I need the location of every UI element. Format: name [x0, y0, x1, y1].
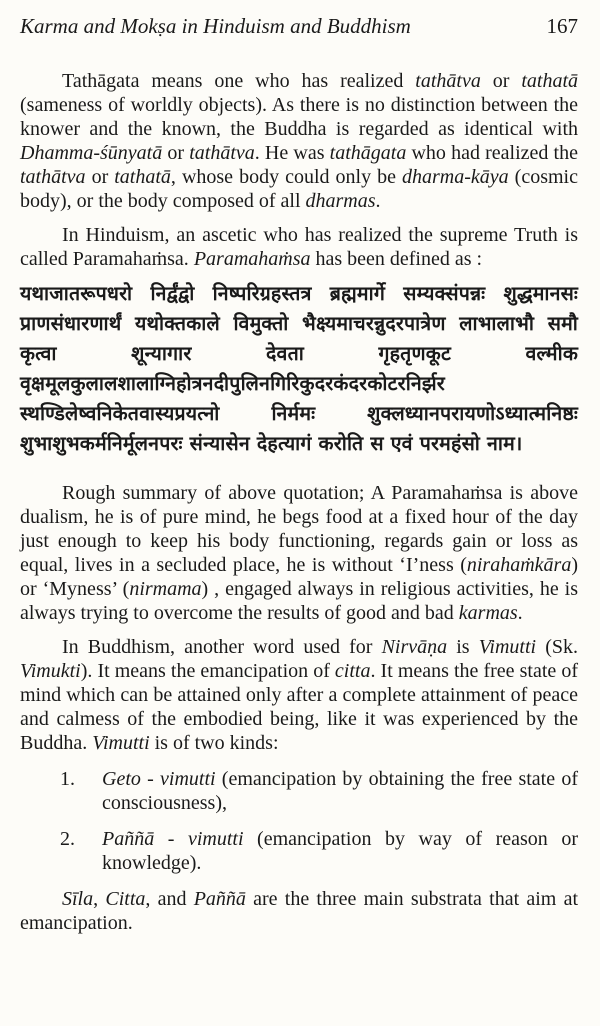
paragraph-summary: Rough summary of above quotation; A Paramahaṁsa is above dualism, he is of pure mind, he begs food at a fixed hour of the day just enough to keep his body functioning, regards gain or loss as equal, lives in a secluded place, he is without ‘I’ness (nirahaṁkāra) or ‘Myness’ (nirmama) , engaged always in religious activities, he is always trying to overcome the results of good and bad karmas.	[20, 482, 578, 624]
list-item	[20, 767, 578, 815]
list-number: 2.	[60, 828, 75, 850]
paragraph-substrata: Sīla, Citta, and Paññā are the three main substrata that aim at emancipation.	[20, 888, 578, 934]
list-number: 1.	[60, 768, 75, 790]
paragraph-paramahamsa-intro: In Hinduism, an ascetic who has realized the supreme Truth is called Paramahaṁsa. Paramahaṁsa has been defined as :	[20, 224, 578, 270]
header-title: Karma and Mokṣa in Hinduism and Buddhism	[20, 14, 411, 38]
paragraph-vimutti: In Buddhism, another word used for Nirvāṇa is Vimutti (Sk. Vimukti). It means the emancipation of citta. It means the free state of mind which can be attained only after a complete attainment of peace and calmess of the embodied being, like it was experienced by the Buddha. Vimutti is of two kinds:	[20, 636, 578, 754]
running-header	[20, 14, 578, 39]
list-text: (emancipation by way of reason or knowledge).	[102, 828, 578, 874]
paragraph-tathagata: Tathāgata means one who has realized tathātva or tathatā (sameness of worldly objects). As there is no distinction between the knower and the known, the Buddha is regarded as identical with Dhamma-śūnyatā or tathātva. He was tathāgata who had realized the tathātva or tathatā, whose body could only be dharma-kāya (cosmic body), or the body composed of all dharmas.	[20, 70, 578, 212]
list-text: (emancipation by obtaining the free state of consciousness),	[102, 768, 578, 814]
list-term: Geto - vimutti	[102, 768, 216, 790]
list-term: Paññā - vimutti	[102, 828, 244, 850]
sanskrit-quotation: यथाजातरूपधरो निर्द्वंद्वो निष्परिग्रहस्तत्र ब्रह्ममार्गे सम्यक्संपन्नः शुद्धमानसः प्राणसंधारणार्थं यथोक्तकाले विमुक्तो भैक्ष्यमाचरन्नुदरपात्रेण लाभालाभौ समौ कृत्वा शून्यागार देवता गृहतृणकूट वल्मीक वृक्षमूलकुलालशालाग्निहोत्रनदीपुलिनगिरिकुदरकंदरकोटरनिर्झर स्थण्डिलेष्वनिकेतवास्यप्रयत्नो निर्ममः शुक्लध्यानपरायणोऽध्यात्मनिष्ठः शुभाशुभकर्मनिर्मूलनपरः संन्यासेन देहत्यागं करोति स एवं परमहंसो नाम।	[20, 282, 578, 455]
page-number: 167	[546, 14, 578, 38]
list-item	[20, 827, 578, 875]
vimutti-kinds-list	[20, 767, 578, 875]
